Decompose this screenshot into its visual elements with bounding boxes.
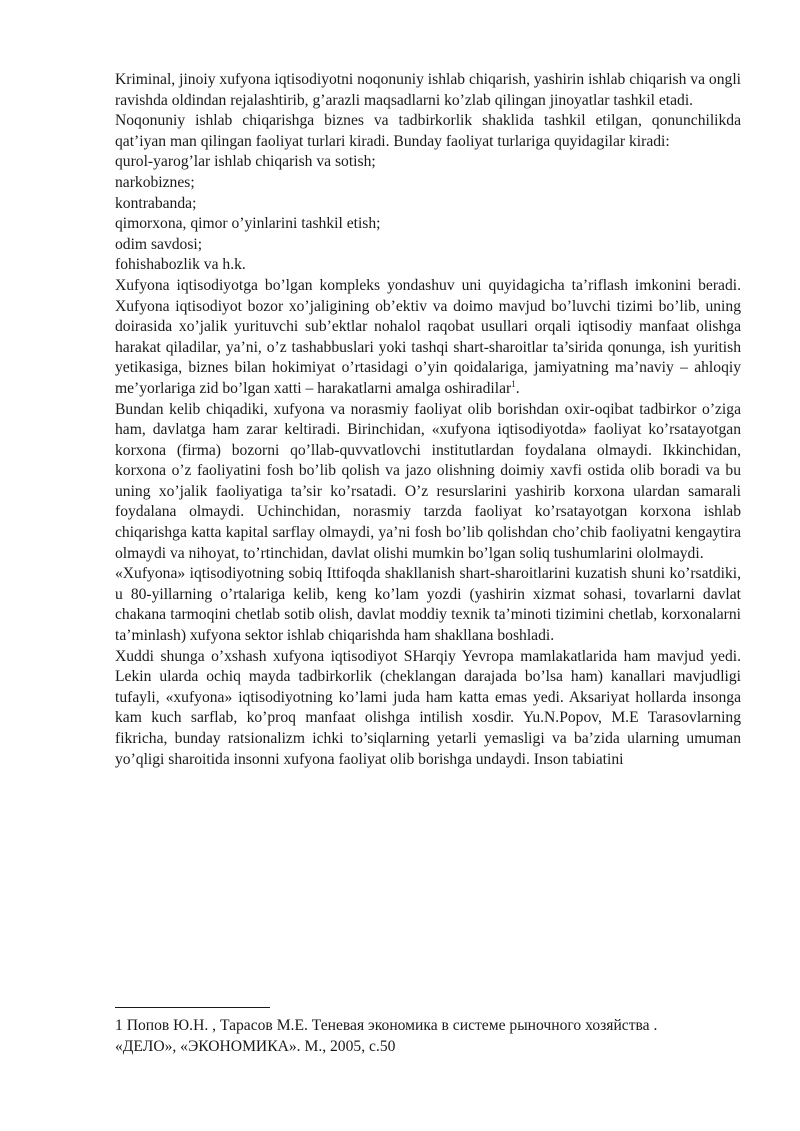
- paragraph-consequences: Bundan kelib chiqadiki, xufyona va norasmiy faoliyat olib borishdan oxir-oqibat tadbirkor o’ziga ham, davlatga ham zarar keltiradi. Birinchidan, «xufyona iqtisodiyotda» faoliyat ko’rsatayotgan korxona (firma) bozorni qo’llab-quvvatlovchi institutlardan foydalana olmaydi. Ikkinchidan, korxona o’z faoliyatini fosh bo’lib qolish va jazo olishning doimiy xavfi ostida olib boradi va bu uning xo’jalik faoliyatiga ta’sir ko’rsatadi. O’z resurslarini yashirib korxona ulardan samarali foydalana olmaydi. Uchinchidan, norasmiy tarzda faoliyat ko’rsatayotgan korxona ishlab chiqarishga katta kapital sarflay olmaydi, ya’ni fosh bo’lib qolishdan cho’chib faoliyatni kengaytira olmaydi va nihoyat, to’rtinchidan, davlat olishi mumkin bo’lgan soliq tushumlarini ololmaydi.: [115, 400, 741, 562]
- footnote-text: 1 Попов Ю.Н. , Тарасов М.Е. Теневая экономика в системе рыночного хозяйства . «ДЕЛО», «ЭКОНОМИКА». М., 2005, с.50: [115, 1017, 658, 1055]
- activity-list: [115, 152, 741, 276]
- list-item: odim savdosi;: [115, 235, 203, 253]
- paragraph-definition-end: .: [515, 379, 520, 397]
- paragraph-soviet-union: «Xufyona» iqtisodiyotning sobiq Ittifoqda shakllanish shart-sharoitlarini kuzatish shuni ko’rsatdiki, u 80-yillarning o’rtalariga kelib, keng ko’lam yozdi (yashirin xizmat sohasi, tovarlarni davlat chakana tarmoqini chetlab sotib olish, davlat moddiy texnik ta’minoti tizimini chetlab, korxonalarni ta’minlash) xufyona sektor ishlab chiqarishda ham shakllana boshladi.: [115, 565, 741, 645]
- list-item: fohishabozlik va h.k.: [115, 256, 246, 274]
- paragraph-illegal-production: Noqonuniy ishlab chiqarishga biznes va tadbirkorlik shaklida tashkil etilgan, qonunchilikda qat’iyan man qilingan faoliyat turlari kiradi. Bunday faoliyat turlariga quyidagilar kiradi:: [115, 112, 741, 150]
- document-body: [115, 70, 741, 770]
- footnote-separator: [115, 1007, 270, 1008]
- list-item: qimorxona, qimor o’yinlarini tashkil etish;: [115, 215, 381, 233]
- list-item: qurol-yarog’lar ishlab chiqarish va sotish;: [115, 153, 376, 171]
- footnote-reference: 1: [511, 378, 516, 389]
- paragraph-definition-text: Xufyona iqtisodiyotga bo’lgan kompleks yondashuv uni quyidagicha ta’riflash imkonini beradi. Xufyona iqtisodiyot bozor xo’jaligining ob’ektiv va doimo mavjud bo’luvchi tizimi bo’lib, uning doirasida xo’jalik yurituvchi sub’ektlar nohalol raqobat usullari orqali iqtisodiy manfaat olishga harakat qiladilar, ya’ni, o’z tashabbuslari yoki tashqi shart-sharoitlar ta’sirida qonunga, ish yuritish yetikasiga, biznes bilan hokimiyat o’rtasidagi o’yin qoidalariga, jamiyatning ma’naviy – ahloqiy me’yorlariga zid bo’lgan xatti – harakatlarni amalga oshiradilar: [115, 276, 741, 397]
- list-item: kontrabanda;: [115, 194, 197, 212]
- paragraph-definition: [115, 276, 741, 400]
- paragraph-criminal: Kriminal, jinoiy xufyona iqtisodiyotni noqonuniy ishlab chiqarish, yashirin ishlab chiqarish va ongli ravishda oldindan rejalashtirib, g’arazli maqsadlarni ko’zlab qilingan jinoyatlar tashkil etadi.: [115, 71, 741, 109]
- paragraph-eastern-europe: Xuddi shunga o’xshash xufyona iqtisodiyot SHarqiy Yevropa mamlakatlarida ham mavjud yedi. Lekin ularda ochiq mayda tadbirkorlik (cheklangan darajada bo’lsa ham) kanallari mavjudligi tufayli, «xufyona» iqtisodiyotning ko’lami juda ham katta emas yedi. Aksariyat hollarda insonga kam kuch sarflab, ko’proq manfaat olishga intilish xosdir. Yu.N.Popov, M.E Tarasovlarning fikricha, bunday ratsionalizm ichki to’siqlarning yetarli yemasligi va ba’zida ularning umuman yo’qligi sharoitida insonni xufyona faoliyat olib borishga undaydi. Inson tabiatini: [115, 647, 741, 768]
- list-item: narkobiznes;: [115, 173, 195, 191]
